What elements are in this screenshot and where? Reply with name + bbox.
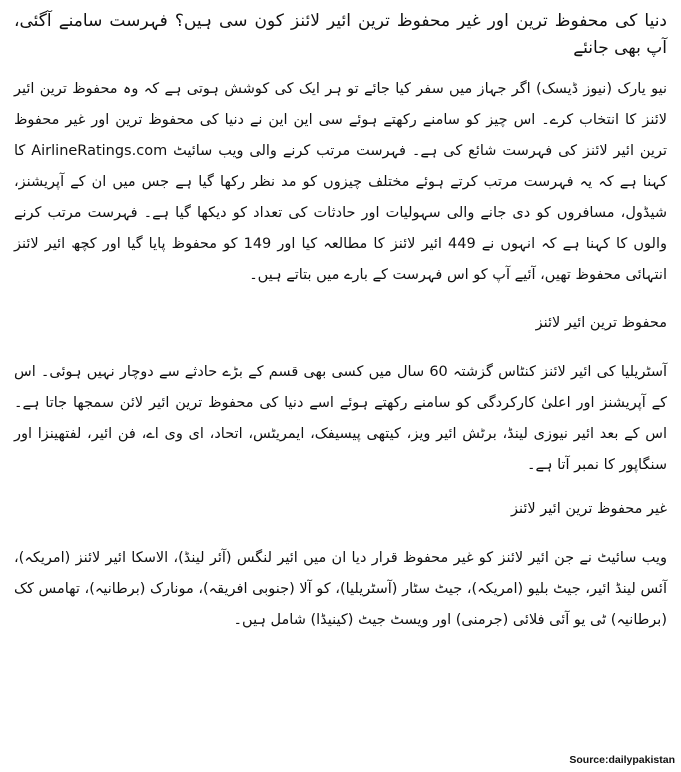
intro-paragraph: نیو یارک (نیوز ڈیسک) اگر جہاز میں سفر کیا جائے تو ہر ایک کی کوشش ہوتی ہے کہ وہ محفوظ ترین ائیر لائنز کا انتخاب کرے۔ اس چیز کو سامنے رکھتے ہوئے سی این این نے دنیا کی محفوظ ترین اور غیر محفوظ ترین ائیر لائنز کی فہرست شائع کی ہے۔ فہرست مرتب کرنے والی ویب سائیٹ AirlineRatings.com کا کہنا ہے کہ یہ فہرست مرتب کرتے ہوئے مختلف چیزوں کو مد نظر رکھا گیا ہے جس میں ان کے آپریشنز، شیڈول، مسافروں کو دی جانے والی سہولیات اور حادثات کی تعداد کو دیکھا گیا ہے۔ فہرست مرتب کرنے والوں کا کہنا ہے کہ انہوں نے 449 ائیر لائنز کا مطالعہ کیا اور 149 کو محفوظ پایا گیا اور کچھ ائیر لائنز انتہائی محفوظ تھیں، آئیے آپ کو اس فہرست کے بارے میں بتاتے ہیں۔: [14, 81, 667, 283]
safe-airlines-paragraph: آسٹریلیا کی ائیر لائنز کنٹاس گزشتہ 60 سال میں کسی بھی قسم کے بڑے حادثے سے دوچار نہیں ہوئی۔ اس کے آپریشنز اور اعلیٰ کارکردگی کو سامنے رکھتے ہوئے اسے دنیا کی محفوظ ترین ائیر لائن سمجھا جاتا ہے۔ اس کے بعد ائیر نیوزی لینڈ، برٹش ائیر ویز، کیتھی پیسیفک، ایمریٹس، اتحاد، ای وی اے، فن ائیر، لفتھینزا اور سنگاپور کا نمبر آتا ہے۔: [14, 364, 668, 473]
unsafe-airlines-heading: غیر محفوظ ترین ائیر لائنز: [511, 501, 667, 517]
article-headline: دنیا کی محفوظ ترین اور غیر محفوظ ترین ائیر لائنز کون سی ہیں؟ فہرست سامنے آگئی، آپ بھی جانئے: [14, 11, 667, 58]
unsafe-airlines-paragraph: ویب سائیٹ نے جن ائیر لائنز کو غیر محفوظ قرار دیا ان میں ائیر لنگس (آئر لینڈ)، الاسکا ائیر لائنز (امریکہ)، آئس لینڈ ائیر، جیٹ بلیو (امریکہ)، جیٹ سٹار (آسٹریلیا)، کو آلا (جنوبی افریقہ)، مونارک (برطانیہ)، تھامس کک (برطانیہ) ٹی یو آئی فلائی (جرمنی) اور ویسٹ جیٹ (کینیڈا) شامل ہیں۔: [14, 550, 667, 628]
source-credit: Source:dailypakistan: [569, 754, 675, 766]
article: [14, 8, 667, 764]
safe-airlines-heading: محفوظ ترین ائیر لائنز: [535, 315, 667, 331]
